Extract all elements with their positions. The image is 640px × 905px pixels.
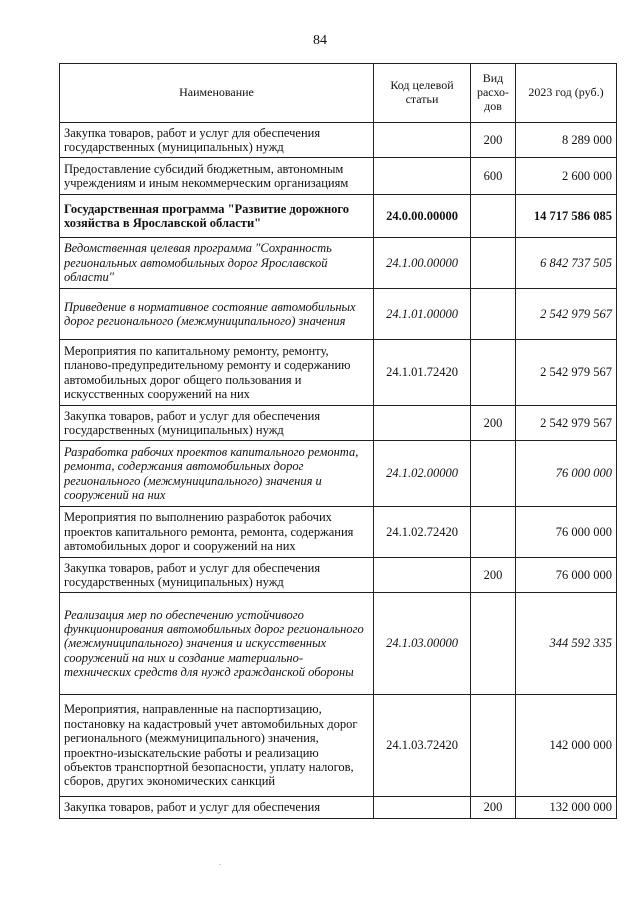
row-vid-cell bbox=[471, 695, 516, 797]
row-sum-cell: 76 000 000 bbox=[516, 441, 617, 507]
row-vid-cell: 200 bbox=[471, 558, 516, 593]
row-code-cell: 24.1.03.00000 bbox=[374, 593, 471, 695]
row-sum-cell: 2 542 979 567 bbox=[516, 340, 617, 406]
table-row bbox=[60, 507, 617, 558]
row-name-cell: Мероприятия, направленные на паспортизацию, постановку на кадастровый учет автомобильных дорог регионального (межмуниципального) значения, проектно-изыскательские работы и реализацию объектов транспортной безопасности, уплату налогов, сборов, других экономических санкций bbox=[60, 695, 374, 797]
row-sum-cell: 6 842 737 505 bbox=[516, 238, 617, 289]
row-vid-cell: 200 bbox=[471, 406, 516, 441]
table-row bbox=[60, 158, 617, 195]
row-vid-cell bbox=[471, 593, 516, 695]
scan-mark: . bbox=[219, 858, 221, 867]
row-name-cell: Реализация мер по обеспечению устойчивого функционирования автомобильных дорог регионального (межмуниципального) значения и искусственных сооружений на них и создание материально-технических средств для нужд гражданской обороны bbox=[60, 593, 374, 695]
row-sum-cell: 76 000 000 bbox=[516, 558, 617, 593]
table-row bbox=[60, 593, 617, 695]
row-name-cell: Ведомственная целевая программа "Сохранность региональных автомобильных дорог Ярославской области" bbox=[60, 238, 374, 289]
row-code-cell: 24.1.03.72420 bbox=[374, 695, 471, 797]
row-vid-cell: 200 bbox=[471, 123, 516, 158]
table-row bbox=[60, 695, 617, 797]
header-name: Наименование bbox=[60, 64, 374, 123]
table-header-row bbox=[60, 64, 617, 123]
row-vid-cell bbox=[471, 289, 516, 340]
row-name-cell: Закупка товаров, работ и услуг для обеспечения государственных (муниципальных) нужд bbox=[60, 406, 374, 441]
row-name-cell: Предоставление субсидий бюджетным, автономным учреждениям и иным некоммерческим организациям bbox=[60, 158, 374, 195]
table-row bbox=[60, 238, 617, 289]
row-vid-cell: 600 bbox=[471, 158, 516, 195]
row-code-cell bbox=[374, 558, 471, 593]
row-code-cell bbox=[374, 123, 471, 158]
row-sum-cell: 2 542 979 567 bbox=[516, 289, 617, 340]
row-sum-cell: 132 000 000 bbox=[516, 797, 617, 819]
row-sum-cell: 2 600 000 bbox=[516, 158, 617, 195]
header-vid: Вид расхо-дов bbox=[471, 64, 516, 123]
row-code-cell bbox=[374, 797, 471, 819]
row-code-cell bbox=[374, 406, 471, 441]
row-code-cell: 24.1.01.72420 bbox=[374, 340, 471, 406]
table-row bbox=[60, 289, 617, 340]
row-code-cell: 24.1.02.00000 bbox=[374, 441, 471, 507]
row-vid-cell bbox=[471, 340, 516, 406]
row-sum-cell: 142 000 000 bbox=[516, 695, 617, 797]
row-name-cell: Мероприятия по капитальному ремонту, ремонту, планово-предупредительному ремонту и содержанию автомобильных дорог общего пользования и искусственных сооружений на них bbox=[60, 340, 374, 406]
row-code-cell: 24.1.02.72420 bbox=[374, 507, 471, 558]
row-vid-cell bbox=[471, 238, 516, 289]
table-row bbox=[60, 441, 617, 507]
table-row bbox=[60, 558, 617, 593]
row-sum-cell: 344 592 335 bbox=[516, 593, 617, 695]
table-row bbox=[60, 123, 617, 158]
row-name-cell: Разработка рабочих проектов капитального ремонта, ремонта, содержания автомобильных дорог регионального (межмуниципального) значения и сооружений на них bbox=[60, 441, 374, 507]
row-name-cell: Приведение в нормативное состояние автомобильных дорог регионального (межмуниципального) значения bbox=[60, 289, 374, 340]
row-name-cell: Мероприятия по выполнению разработок рабочих проектов капитального ремонта, ремонта, содержания автомобильных дорог и сооружений на них bbox=[60, 507, 374, 558]
table-row bbox=[60, 195, 617, 238]
row-sum-cell: 76 000 000 bbox=[516, 507, 617, 558]
table-row bbox=[60, 406, 617, 441]
page-number: 84 bbox=[313, 33, 327, 48]
row-sum-cell: 14 717 586 085 bbox=[516, 195, 617, 238]
header-sum: 2023 год (руб.) bbox=[516, 64, 617, 123]
row-code-cell: 24.0.00.00000 bbox=[374, 195, 471, 238]
row-name-cell: Государственная программа "Развитие дорожного хозяйства в Ярославской области" bbox=[60, 195, 374, 238]
header-code: Код целевой статьи bbox=[374, 64, 471, 123]
row-code-cell bbox=[374, 158, 471, 195]
table-row bbox=[60, 340, 617, 406]
row-code-cell: 24.1.01.00000 bbox=[374, 289, 471, 340]
row-vid-cell bbox=[471, 195, 516, 238]
budget-table bbox=[59, 63, 617, 819]
row-vid-cell bbox=[471, 507, 516, 558]
row-code-cell: 24.1.00.00000 bbox=[374, 238, 471, 289]
row-name-cell: Закупка товаров, работ и услуг для обеспечения государственных (муниципальных) нужд bbox=[60, 123, 374, 158]
row-sum-cell: 2 542 979 567 bbox=[516, 406, 617, 441]
table-row bbox=[60, 797, 617, 819]
row-vid-cell bbox=[471, 441, 516, 507]
row-vid-cell: 200 bbox=[471, 797, 516, 819]
row-name-cell: Закупка товаров, работ и услуг для обеспечения государственных (муниципальных) нужд bbox=[60, 558, 374, 593]
row-sum-cell: 8 289 000 bbox=[516, 123, 617, 158]
table-body bbox=[60, 123, 617, 819]
row-name-cell: Закупка товаров, работ и услуг для обеспечения bbox=[60, 797, 374, 819]
